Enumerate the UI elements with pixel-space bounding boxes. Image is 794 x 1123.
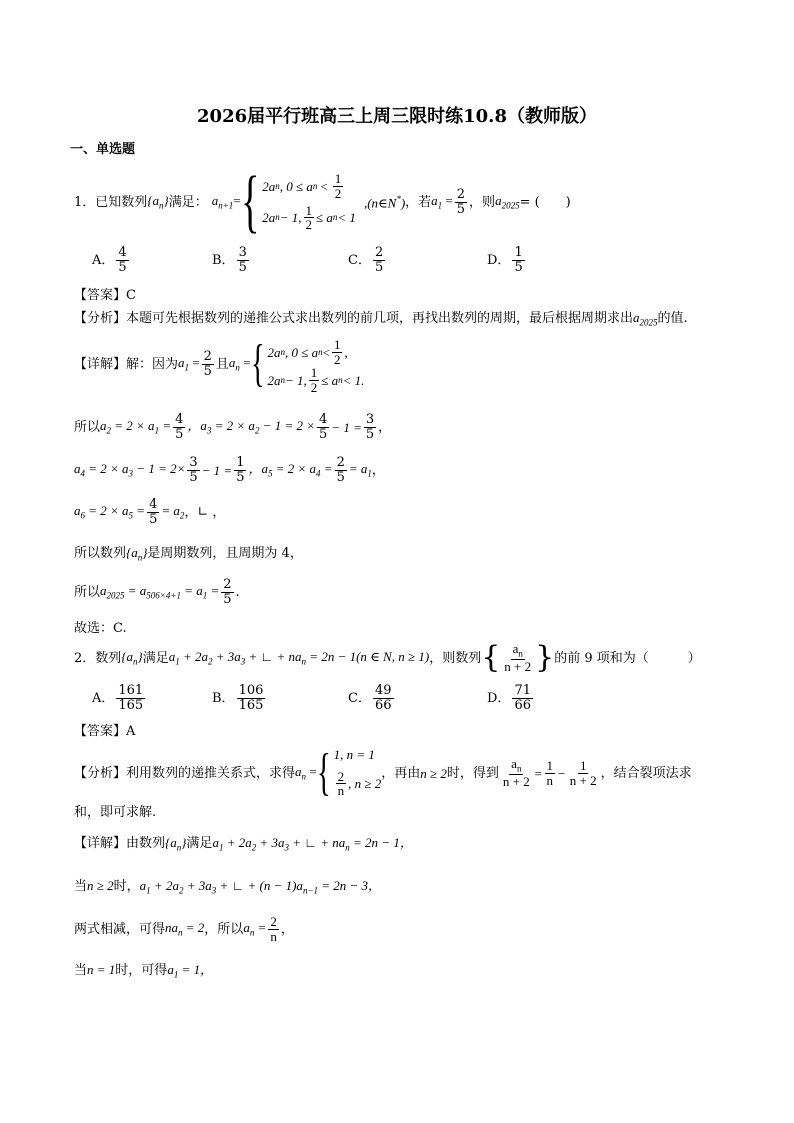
q1-derive-line1: 所以 $a_2 = 2 \times a_1$ = $\frac{4}{5}$ ，$a_3 = 2 \times a_2 - 1 = 2$ × $\frac{4}{5}$ − 1 = $\frac{3}{5}$ ， (74, 412, 392, 442)
section-heading: 一、单选题 (70, 142, 136, 157)
q1-detail-brace: { (250, 335, 265, 392)
q2-option-a[interactable]: A． $\frac{161}{165}$ (92, 683, 144, 713)
q1-stem (74, 163, 571, 240)
q2-answer: 【答案】A (74, 724, 136, 739)
q1-derive-line5: 所以 $a_{2025} = a_{506\times 4+1} = a_1$ = $\frac{2}{5}$ . (74, 577, 240, 607)
q2-brace: { (316, 744, 331, 801)
q1-derive-line2: $a_4 = 2 \times a_3 - 1 = 2\times$ $\frac{3}{5}$ − 1 = $\frac{1}{5}$ ，$a_5 = 2 \times a_4$ = $\frac{2}{5}$ = $a_1$ ， (74, 455, 385, 485)
q2-option-d[interactable]: D． $\frac{71}{66}$ (487, 683, 531, 713)
q2-detail-line2: 当n ≥ 2时，$a_1 + 2a_2 + 3a_3$ + ∟ + $(n - 1)a_{n-1} = 2n - 3$， (74, 878, 382, 896)
q1-case1: 2a n , 0 ≤ a n < $\frac{1}{2}$ (262, 171, 342, 201)
q1-analysis: 【分析】本题可先根据数列的递推公式求出数列的前几项，再找出数列的周期，最后根据周期求出$a_{2025}$的值. (74, 310, 688, 328)
q1-derive-line4: 所以数列$\{a_n\}$是周期数列，且周期为 4， (74, 545, 303, 563)
q2-detail-line1: 【详解】由数列$\{a_n\}$满足$a_1 + 2a_2 + 3a_3$ + ∟ + $na_n = 2n - 1$， (74, 835, 413, 853)
q1-option-a[interactable]: A． $\frac{4}{5}$ (92, 245, 127, 275)
q1-case2: 2a n − 1, $\frac{1}{2}$ ≤ a n < 1 (262, 202, 356, 233)
q2-detail-line3: 两式相减，可得 $na_n = 2$ ，所以 $a_n$ = $\frac{2}{n}$ ， (74, 913, 294, 944)
q2-stem: 2．数列 $\{a_n\}$ 满足 $a_1 + 2a_2 + 3a_3$ + ∟ + $na_n = 2n - 1(n$ ∈ N, n ≥ 1) ，则数列 { $\frac{a_n}{n + 2}$ } 的前 9 项和为（ ） (74, 640, 701, 675)
q1-cases (262, 172, 356, 232)
q1-answer: 【答案】C (74, 288, 136, 303)
q2-analysis-line2: 和，即可求解. (74, 805, 157, 820)
q1-stem-mid: 满足： (168, 194, 208, 210)
q1-option-b[interactable]: B． $\frac{3}{5}$ (212, 245, 247, 275)
q1-brace: { (240, 163, 260, 240)
q2-option-b[interactable]: B． $\frac{106}{165}$ (212, 683, 264, 713)
q1-then: ，则 (469, 194, 496, 210)
q1-lhs: $a_{n+1}=$ (211, 192, 241, 211)
q1-detail: 【详解】解：因为 $a_1$ = $\frac{2}{5}$ 且 $a_n$ = { 2a n , 0 ≤ a n < $\frac{1}{2}$ , 2a n − 1, $\frac{1}{2}$ ≤ a n < 1. (74, 335, 365, 395)
q1-a1: $a_1$ = (431, 192, 453, 211)
q2-option-c[interactable]: C． $\frac{49}{66}$ (348, 683, 392, 713)
q2-detail-line4: 当n = 1时，可得$a_1 = 1$， (74, 962, 214, 980)
q1-derive-line3: $a_6 = 2 \times a_5$ = $\frac{4}{5}$ = $a_2$ ，∟ ， (74, 497, 226, 527)
q1-if: ，若 (405, 194, 432, 210)
q1-blank: = ( ) (519, 194, 571, 210)
q1-option-c[interactable]: C． $\frac{2}{5}$ (348, 245, 384, 275)
q1-choose: 故选：C. (74, 621, 127, 636)
q1-option-d[interactable]: D． $\frac{1}{5}$ (487, 245, 523, 275)
q2-analysis: 【分析】利用数列的递推关系式，求得 $a_n$ = { 1, n = 1 $\frac{2}{n}$ , n ≥ 2 ，再由 n ≥ 2 时，得到 $\frac{a_n}{n + 2}$ = $\frac{1}{n}$ − $\frac{1}{n + 2}$ ，结合裂项法求 (74, 744, 692, 801)
q1-number-text: 1．已知数列 (74, 194, 148, 210)
page-title: 2026届平行班高三上周三限时练10.8（教师版） (197, 106, 597, 127)
q1-seq: $\{a_n\}$ (147, 192, 169, 211)
q1-domain: ,(n∈N*) (363, 193, 406, 211)
q1-a1-frac: $\frac{2}{5}$ (456, 186, 466, 217)
q1-target: $a_{2025}$ (495, 192, 520, 211)
